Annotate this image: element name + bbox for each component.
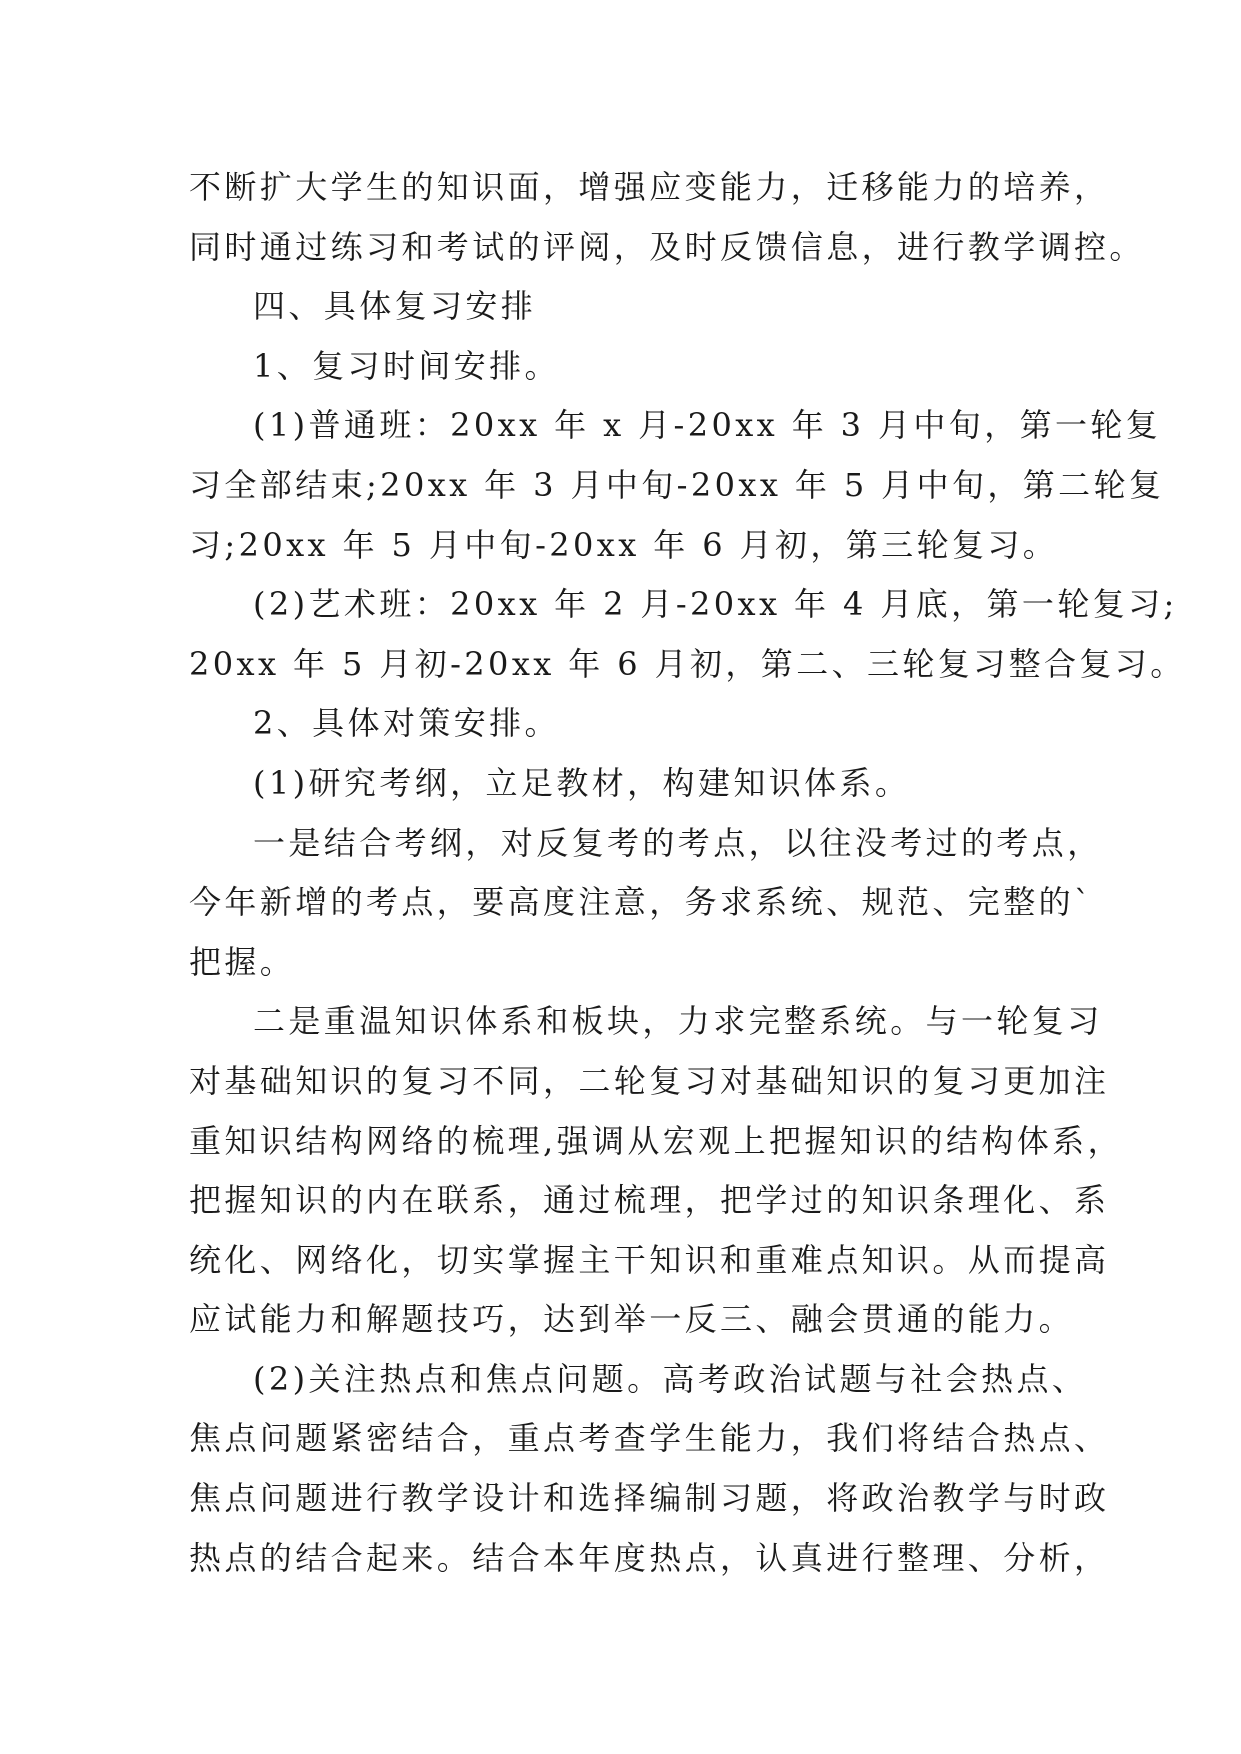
text-line: 二是重温知识体系和板块，力求完整系统。与一轮复习 [253,1002,1103,1041]
document-body [189,158,1186,1588]
section-heading: 四、具体复习安排 [253,287,537,326]
subsection-heading: 1、复习时间安排。 [253,346,560,385]
text-line: 同时通过练习和考试的评阅，及时反馈信息，进行教学调控。 [189,227,1145,266]
text-line: 不断扩大学生的知识面，增强应变能力，迁移能力的培养， [189,168,1110,206]
subsection-heading: 2、具体对策安排。 [253,704,560,743]
text-line: 统化、网络化，切实掌握主干知识和重难点知识。从而提高 [189,1240,1110,1279]
text-line: 重知识结构网络的梳理,强调从宏观上把握知识的结构体系， [189,1121,1123,1160]
text-line: (1)研究考纲，立足教材，构建知识体系。 [253,763,911,802]
text-line: 把握。 [189,942,296,981]
text-line: 习;20xx 年 5 月中旬-20xx 年 6 月初，第三轮复习。 [189,525,1059,564]
text-line: (1)普通班：20xx 年 x 月-20xx 年 3 月中旬，第一轮复 [253,406,1162,445]
text-line: (2)艺术班：20xx 年 2 月-20xx 年 4 月底，第一轮复习; [253,585,1178,624]
text-line: 今年新增的考点，要高度注意，务求系统、规范、完整的` [189,883,1094,922]
text-line: 焦点问题进行教学设计和选择编制习题，将政治教学与时政 [189,1479,1110,1518]
text-line: 应试能力和解题技巧，达到举一反三、融会贯通的能力。 [189,1300,1075,1339]
text-line: 焦点问题紧密结合，重点考查学生能力，我们将结合热点、 [189,1419,1110,1458]
text-line: 把握知识的内在联系，通过梳理，把学过的知识条理化、系 [189,1181,1110,1220]
text-line: 一是结合考纲，对反复考的考点，以往没考过的考点， [253,823,1103,862]
text-line: 20xx 年 5 月初-20xx 年 6 月初，第二、三轮复习整合复习。 [189,644,1186,683]
text-line: 热点的结合起来。结合本年度热点，认真进行整理、分析， [189,1538,1110,1577]
text-line: (2)关注热点和焦点问题。高考政治试题与社会热点、 [253,1359,1088,1398]
text-line: 对基础知识的复习不同，二轮复习对基础知识的复习更加注 [189,1061,1110,1100]
text-line: 习全部结束;20xx 年 3 月中旬-20xx 年 5 月中旬，第二轮复 [189,465,1165,504]
